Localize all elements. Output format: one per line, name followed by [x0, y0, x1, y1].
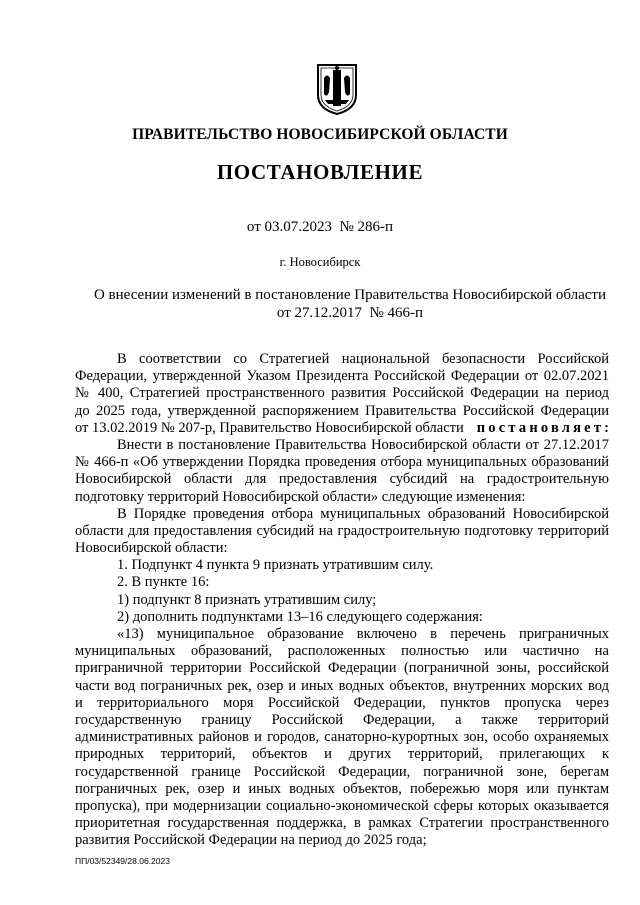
document-body: [75, 351, 609, 849]
body-line: Внести в постановление Правительства Новосибирской области от 27.12.2017: [117, 436, 609, 453]
body-line: В соответствии со Стратегией национальной безопасности Российской: [117, 351, 609, 367]
body-line: 1. Подпункт 4 пункта 9 признать утратившим силу.: [117, 557, 434, 574]
subject-line: от 27.12.2017 № 466-п: [276, 305, 424, 321]
body-line: государственную границу Российской Федерации, а также территорий: [75, 711, 609, 728]
body-line: Федерации, утвержденной Указом Президента Российской Федерации от 02.07.2021: [75, 368, 609, 385]
body-line: до 2025 года, утвержденной распоряжением Правительства Российской Федерации: [75, 402, 609, 419]
document-subject: [60, 286, 640, 322]
body-line: административных районов и городов, санаторно-курортных зон, особо охраняемых: [75, 729, 609, 746]
body-line: 1) подпункт 8 признать утратившим силу;: [117, 591, 377, 608]
body-line: «13) муниципальное образование включено в перечень приграничных: [117, 626, 609, 642]
body-line: пропуска), при модернизации социально-экономической сферы которых оказывается: [75, 797, 609, 814]
body-line: 2. В пункте 16:: [117, 574, 210, 591]
body-line: природных территорий, объектов и других территорий, прилегающих к: [75, 746, 609, 763]
body-line: Новосибирской области для предоставления субсидий на градостроительную: [75, 471, 609, 488]
body-line: приоритетная государственная поддержка, в рамках Стратегии пространственного: [75, 815, 609, 832]
body-line-text: от 13.02.2019 № 207-р, Правительство Новосибирской области: [75, 419, 464, 436]
body-line: развития Российской Федерации на период до 2025 года;: [75, 832, 427, 849]
body-line: приграничной территории Российской Федерации (пограничной зоны, российской: [75, 660, 609, 677]
body-line: области для предоставления субсидий на градостроительную подготовку территорий: [75, 522, 609, 539]
novosibirsk-oblast-coat-of-arms-icon: [315, 62, 359, 116]
resolve-word: постановляет:: [476, 419, 609, 436]
subject-line: О внесении изменений в постановление Правительства Новосибирской области: [93, 287, 607, 303]
document-type-title: ПОСТАНОВЛЕНИЕ: [216, 160, 424, 184]
body-line: Новосибирской области:: [75, 540, 228, 557]
body-line: пограничных рек, озер и иных водных объектов, побережью моря или пунктам: [75, 780, 609, 797]
body-line: В Порядке проведения отбора муниципальных образований Новосибирской: [117, 505, 609, 522]
body-line: 2) дополнить подпунктами 13–16 следующего содержания:: [117, 608, 483, 625]
document-city: г. Новосибирск: [279, 255, 361, 269]
document-date-number: от 03.07.2023 № 286-п: [246, 219, 394, 235]
government-title: ПРАВИТЕЛЬСТВО НОВОСИБИРСКОЙ ОБЛАСТИ: [132, 126, 508, 143]
document-footer-code: ПП/03/52349/28.06.2023: [75, 856, 170, 866]
body-line: № 466-п «Об утверждении Порядка проведения отбора муниципальных образований: [75, 454, 609, 471]
body-line: подготовку территорий Новосибирской области» следующие изменения:: [75, 488, 526, 505]
body-line: муниципальных образований, расположенных полностью или частично на: [75, 643, 609, 660]
body-line: части вод пограничных рек, озер и иных водных объектов, внутренних морских вод: [75, 677, 609, 694]
body-line: государственной границе Российской Федерации, пограничной зоне, берегам: [75, 763, 609, 780]
body-line: и территориального моря Российской Федерации, пунктов пропуска через: [75, 694, 609, 711]
body-line-resolve: [75, 420, 609, 437]
body-line: № 400, Стратегией пространственного развития Российской Федерации на период: [75, 385, 609, 402]
